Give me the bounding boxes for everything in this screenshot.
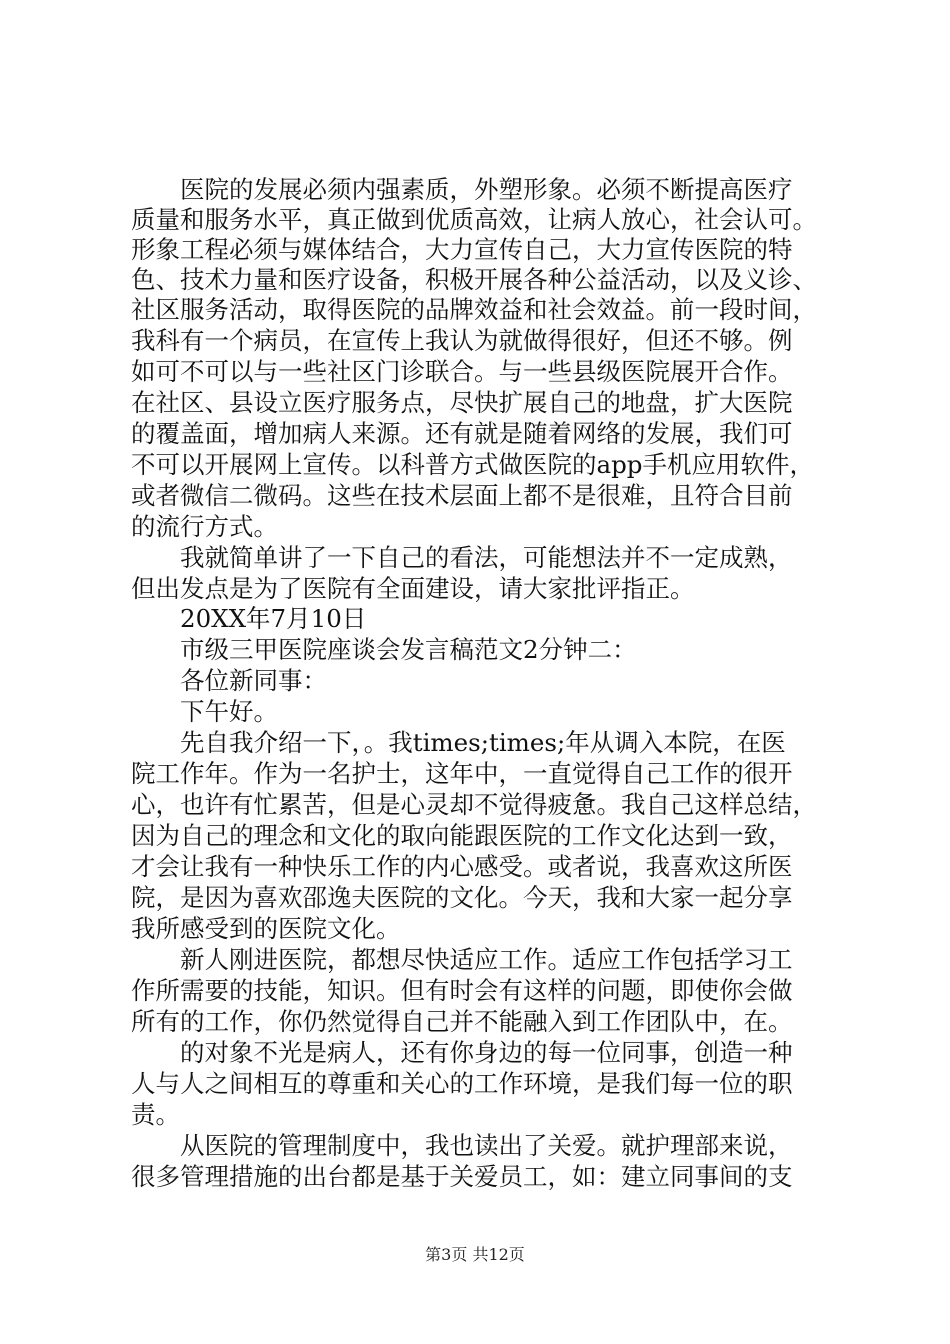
text-line: 院，是因为喜欢邵逸夫医院的文化。今天，我和大家一起分享: [131, 883, 793, 912]
page-number-footer: 第3页 共12页: [425, 1245, 525, 1264]
text-line: 我所感受到的医院文化。: [131, 914, 401, 943]
text-line: 不可以开展网上宣传。以科普方式做医院的app手机应用软件，: [131, 450, 814, 479]
date-line: 20XX年7月10日: [180, 604, 367, 633]
text-line: 才会让我有一种快乐工作的内心感受。或者说，我喜欢这所医: [131, 852, 793, 881]
text-line: 的对象不光是病人，还有你身边的每一位同事，创造一种: [180, 1038, 793, 1067]
text-line: 人与人之间相互的尊重和关心的工作环境，是我们每一位的职: [131, 1069, 793, 1098]
text-line: 先自我介绍一下，。我times;times;年从调入本院，在医: [180, 728, 786, 757]
text-line: 的覆盖面，增加病人来源。还有就是随着网络的发展，我们可: [131, 419, 793, 448]
text-line: 心，也许有忙累苦，但是心灵却不觉得疲惫。我自己这样总结，: [131, 790, 817, 819]
text-line: 社区服务活动，取得医院的品牌效益和社会效益。前一段时间，: [131, 295, 817, 324]
section-heading: 市级三甲医院座谈会发言稿范文2分钟二：: [180, 635, 637, 664]
text-line: 如可不可以与一些社区门诊联合。与一些县级医院展开合作。: [131, 357, 793, 386]
text-line: 但出发点是为了医院有全面建设，请大家批评指正。: [131, 574, 695, 603]
text-line: 新人刚进医院，都想尽快适应工作。适应工作包括学习工: [180, 945, 793, 974]
text-line: 很多管理措施的出台都是基于关爱员工，如：建立同事间的支: [131, 1162, 793, 1191]
text-line: 医院的发展必须内强素质，外塑形象。必须不断提高医疗: [180, 175, 793, 204]
text-line: 形象工程必须与媒体结合，大力宣传自己，大力宣传医院的特: [131, 235, 793, 264]
text-line: 作所需要的技能，知识。但有时会有这样的问题，即使你会做: [131, 976, 793, 1005]
text-line: 从医院的管理制度中，我也读出了关爱。就护理部来说，: [180, 1131, 793, 1160]
text-line: 所有的工作，你仍然觉得自己并不能融入到工作团队中，在。: [131, 1007, 793, 1036]
greeting: 下午好。: [180, 697, 278, 726]
salutation: 各位新同事：: [180, 666, 327, 695]
text-line: 在社区、县设立医疗服务点，尽快扩展自己的地盘，扩大医院: [131, 388, 793, 417]
text-line: 的流行方式。: [131, 512, 278, 541]
text-line: 色、技术力量和医疗设备，积极开展各种公益活动，以及义诊、: [131, 265, 817, 294]
text-line: 我科有一个病员，在宣传上我认为就做得很好，但还不够。例: [131, 326, 793, 355]
text-line: 责。: [131, 1100, 180, 1129]
text-line: 或者微信二微码。这些在技术层面上都不是很难，且符合目前: [131, 481, 793, 510]
text-line: 因为自己的理念和文化的取向能跟医院的工作文化达到一致，: [131, 821, 793, 850]
text-line: 我就简单讲了一下自己的看法，可能想法并不一定成熟，: [180, 543, 793, 572]
text-line: 质量和服务水平，真正做到优质高效，让病人放心，社会认可。: [131, 205, 817, 234]
text-line: 院工作年。作为一名护士，这年中，一直觉得自己工作的很开: [131, 759, 793, 788]
